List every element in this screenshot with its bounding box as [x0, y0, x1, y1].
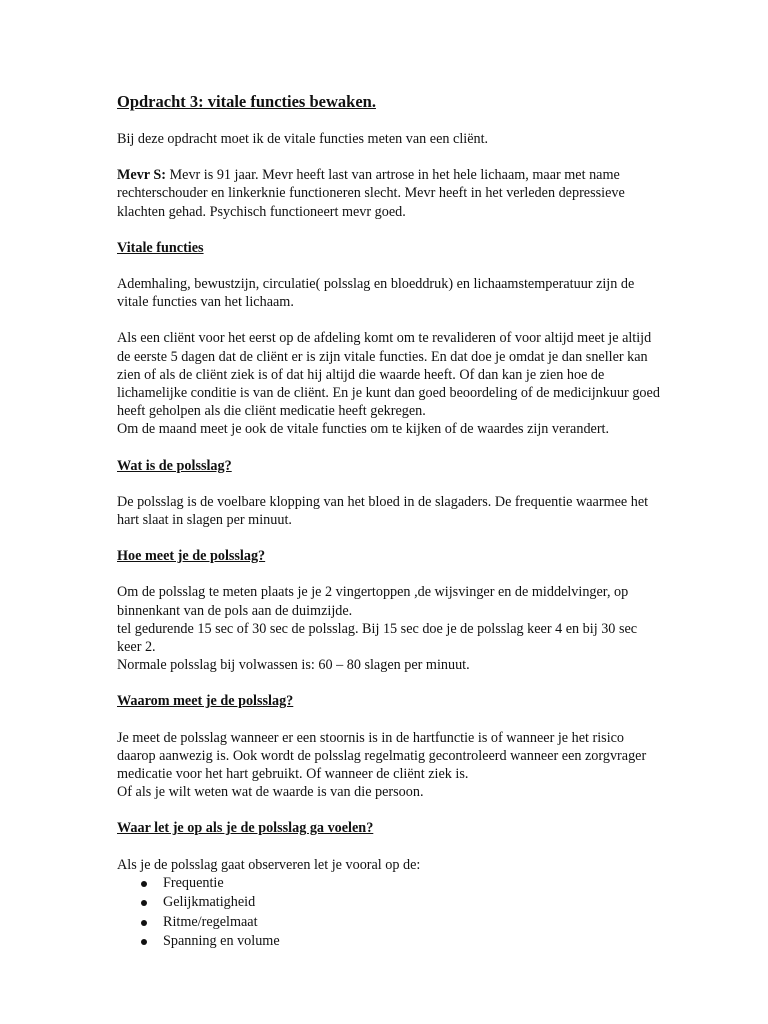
- waarom-paragraph: [117, 729, 662, 802]
- heading-waar-let-je-op: Waar let je op als je de polsslag ga voelen?: [117, 820, 374, 837]
- heading-hoe-meet-polsslag: Hoe meet je de polsslag?: [117, 548, 266, 565]
- list-item: [141, 893, 662, 913]
- vitale-paragraph-2: [117, 329, 662, 438]
- heading-vitale-functies: Vitale functies: [117, 239, 204, 256]
- observation-list: [117, 874, 662, 952]
- intro-paragraph: Bij deze opdracht moet ik de vitale functies meten van een cliënt.: [117, 131, 489, 147]
- hoe-line-1: Om de polsslag te meten plaats je je 2 vingertoppen ,de wijsvinger en de middelvinger, op binnenkant van de pols aan de duimzijde.: [117, 584, 629, 619]
- letop-intro: Als je de polsslag gaat observeren let je vooral op de:: [117, 856, 421, 873]
- list-item-label: Gelijkmatigheid: [163, 894, 256, 911]
- client-text: Mevr is 91 jaar. Mevr heeft last van artrose in het hele lichaam, maar met name rechterschouder en linkerknie functioneren slecht. Mevr heeft in het verleden depressieve klachten gehad. Psychisch functioneert mevr goed.: [117, 167, 625, 220]
- vitale-paragraph-2-text: Als een cliënt voor het eerst op de afdeling komt om te revalideren of voor altijd meet je altijd de eerste 5 dagen dat de cliënt er is zijn vitale functies. En dat doe je omdat je dan sneller kan zien of als de cliënt ziek is of dat hij altijd die waarde heeft. Of dan kan je zien hoe de lichamelijke conditie is van de cliënt. En je kunt dan goed beoordeling of de medicijnkuur goed heeft geholpen als die cliënt medicatie heeft gekregen.: [117, 330, 660, 420]
- document-title: Opdracht 3: vitale functies bewaken.: [117, 92, 376, 111]
- list-item: [141, 874, 662, 894]
- list-item: [141, 932, 662, 952]
- client-paragraph: [117, 166, 662, 221]
- hoe-line-2: tel gedurende 15 sec of 30 sec de polsslag. Bij 15 sec doe je de polsslag keer 4 en bij 30 sec keer 2.: [117, 620, 638, 656]
- list-item: [141, 913, 662, 933]
- bullet-icon: [141, 939, 147, 945]
- vitale-paragraph-1: Ademhaling, bewustzijn, circulatie( polsslag en bloeddruk) en lichaamstemperatuur zijn de vitale functies van het lichaam.: [117, 276, 635, 311]
- waarom-line-1: Je meet de polsslag wanneer er een stoornis is in de hartfunctie is of wanneer je het risico daarop aanwezig is. Ook wordt de polsslag regelmatig gecontroleerd wanneer een zorgvrager medicatie voor het hart gebruikt. Of wanneer de cliënt ziek is.: [117, 729, 647, 783]
- list-item-label: Frequentie: [163, 874, 224, 891]
- list-item-label: Ritme/regelmaat: [163, 913, 258, 930]
- bullet-icon: [141, 900, 147, 906]
- hoe-paragraph: [117, 583, 662, 674]
- document-page: [117, 92, 662, 952]
- vitale-paragraph-3-text: Om de maand meet je ook de vitale functies om te kijken of de waardes zijn verandert.: [117, 421, 610, 438]
- client-label: Mevr S:: [117, 167, 166, 184]
- wat-paragraph: De polsslag is de voelbare klopping van het bloed in de slagaders. De frequentie waarmee het hart slaat in slagen per minuut.: [117, 493, 649, 529]
- bullet-icon: [141, 920, 147, 926]
- bullet-icon: [141, 881, 147, 887]
- heading-waarom-polsslag: Waarom meet je de polsslag?: [117, 693, 294, 710]
- list-item-label: Spanning en volume: [163, 933, 280, 950]
- heading-wat-is-polsslag: Wat is de polsslag?: [117, 457, 232, 474]
- waarom-line-2: Of als je wilt weten wat de waarde is van die persoon.: [117, 784, 424, 801]
- hoe-line-3: Normale polsslag bij volwassen is: 60 – 80 slagen per minuut.: [117, 657, 470, 674]
